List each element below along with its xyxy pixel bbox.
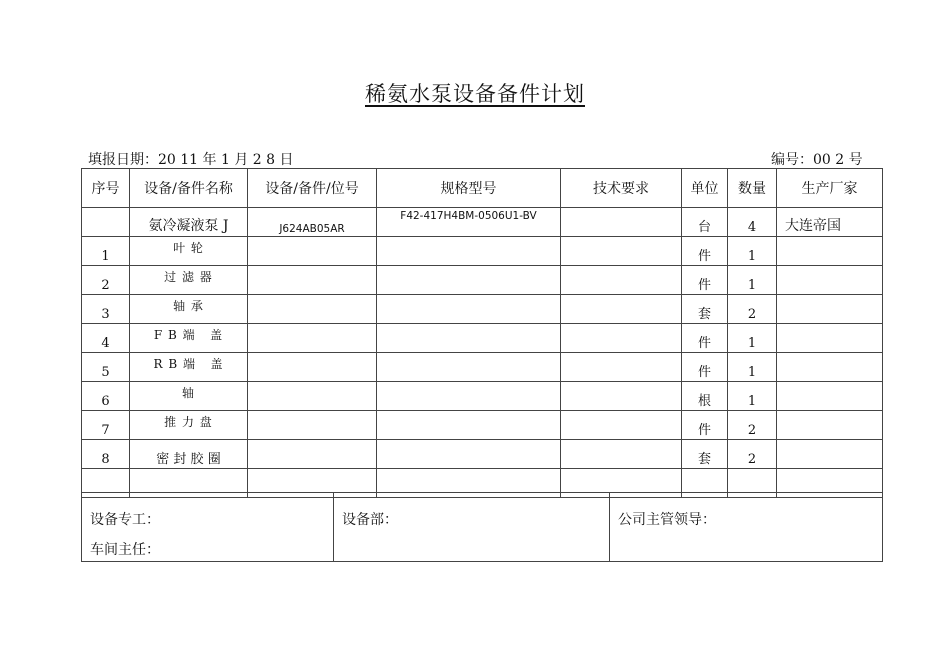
equipment-specialist-label: 设备专工： bbox=[90, 512, 160, 528]
row-no: 6 bbox=[101, 394, 110, 409]
cell-name bbox=[130, 208, 248, 237]
main-item-qty: 4 bbox=[747, 220, 757, 235]
row-name: 轴 承 bbox=[173, 299, 204, 313]
fill-date: 填报日期：20 11 年 1 月 2 8 日 bbox=[88, 152, 294, 168]
row-name: 推 力 盘 bbox=[164, 415, 213, 429]
row-qty: 2 bbox=[747, 452, 757, 467]
signature-table bbox=[81, 492, 883, 562]
table-row bbox=[82, 237, 883, 266]
row-unit: 件 bbox=[697, 423, 711, 438]
main-item-spec: F42-417H4BM-0506U1-BV bbox=[400, 210, 537, 222]
row-name: 密 封 胶 圈 bbox=[156, 452, 221, 467]
row-unit: 件 bbox=[697, 336, 711, 351]
row-unit: 件 bbox=[697, 249, 711, 264]
document-number: 编号：00 2 号 bbox=[771, 152, 863, 168]
parts-table bbox=[81, 168, 883, 498]
row-qty: 1 bbox=[747, 278, 757, 293]
table-row bbox=[82, 353, 883, 382]
cell-requirement bbox=[561, 208, 682, 237]
row-no: 8 bbox=[101, 452, 110, 467]
row-name: 过 滤 器 bbox=[164, 270, 213, 284]
signature-cell-workshop bbox=[82, 493, 334, 562]
header-name: 设备/备件名称 bbox=[130, 169, 248, 208]
cell-tag bbox=[248, 208, 377, 237]
main-item-maker: 大连帝国 bbox=[785, 218, 841, 234]
header-no: 序号 bbox=[82, 169, 130, 208]
row-no: 1 bbox=[101, 249, 110, 264]
row-qty: 2 bbox=[747, 307, 757, 322]
row-unit: 套 bbox=[697, 452, 711, 467]
equipment-dept-label: 设备部： bbox=[342, 512, 398, 528]
row-no: 4 bbox=[101, 336, 110, 351]
row-unit: 件 bbox=[697, 278, 711, 293]
row-qty: 1 bbox=[747, 336, 757, 351]
row-no: 3 bbox=[101, 307, 110, 322]
document-title: 稀氨水泵设备备件计划 bbox=[365, 82, 585, 106]
row-name: R B 端 盖 bbox=[153, 357, 224, 371]
row-qty: 1 bbox=[747, 394, 757, 409]
table-row bbox=[82, 411, 883, 440]
company-leader-label: 公司主管领导： bbox=[618, 512, 716, 528]
cell-no bbox=[82, 208, 130, 237]
main-item-unit: 台 bbox=[697, 220, 711, 235]
table-header-row bbox=[82, 169, 883, 208]
row-name: 叶 轮 bbox=[173, 241, 204, 255]
row-unit: 套 bbox=[697, 307, 711, 322]
cell-qty bbox=[728, 208, 777, 237]
main-item-row bbox=[82, 208, 883, 237]
row-qty: 1 bbox=[747, 365, 757, 380]
row-unit: 件 bbox=[697, 365, 711, 380]
header-unit: 单位 bbox=[682, 169, 728, 208]
row-qty: 2 bbox=[747, 423, 757, 438]
table-row bbox=[82, 382, 883, 411]
row-no: 7 bbox=[101, 423, 110, 438]
row-no: 5 bbox=[101, 365, 110, 380]
cell-unit bbox=[682, 208, 728, 237]
cell-maker bbox=[777, 208, 883, 237]
row-qty: 1 bbox=[747, 249, 757, 264]
table-row bbox=[82, 266, 883, 295]
row-no: 2 bbox=[101, 278, 110, 293]
header-requirement: 技术要求 bbox=[561, 169, 682, 208]
table-row bbox=[82, 295, 883, 324]
row-name: F B 端 盖 bbox=[153, 328, 224, 342]
cell-spec bbox=[377, 208, 561, 237]
table-row bbox=[82, 324, 883, 353]
header-spec: 规格型号 bbox=[377, 169, 561, 208]
main-item-tag: J624AB05AR bbox=[279, 223, 345, 235]
signature-cell-dept bbox=[334, 493, 610, 562]
header-qty: 数量 bbox=[728, 169, 777, 208]
row-name: 轴 bbox=[181, 386, 195, 400]
header-maker: 生产厂家 bbox=[777, 169, 883, 208]
workshop-director-label: 车间主任： bbox=[90, 542, 160, 558]
table-row bbox=[82, 440, 883, 469]
signature-cell-company bbox=[610, 493, 883, 562]
row-unit: 根 bbox=[697, 394, 711, 409]
main-item-name: 氨冷凝液泵 J bbox=[148, 218, 229, 234]
header-tag: 设备/备件/位号 bbox=[248, 169, 377, 208]
